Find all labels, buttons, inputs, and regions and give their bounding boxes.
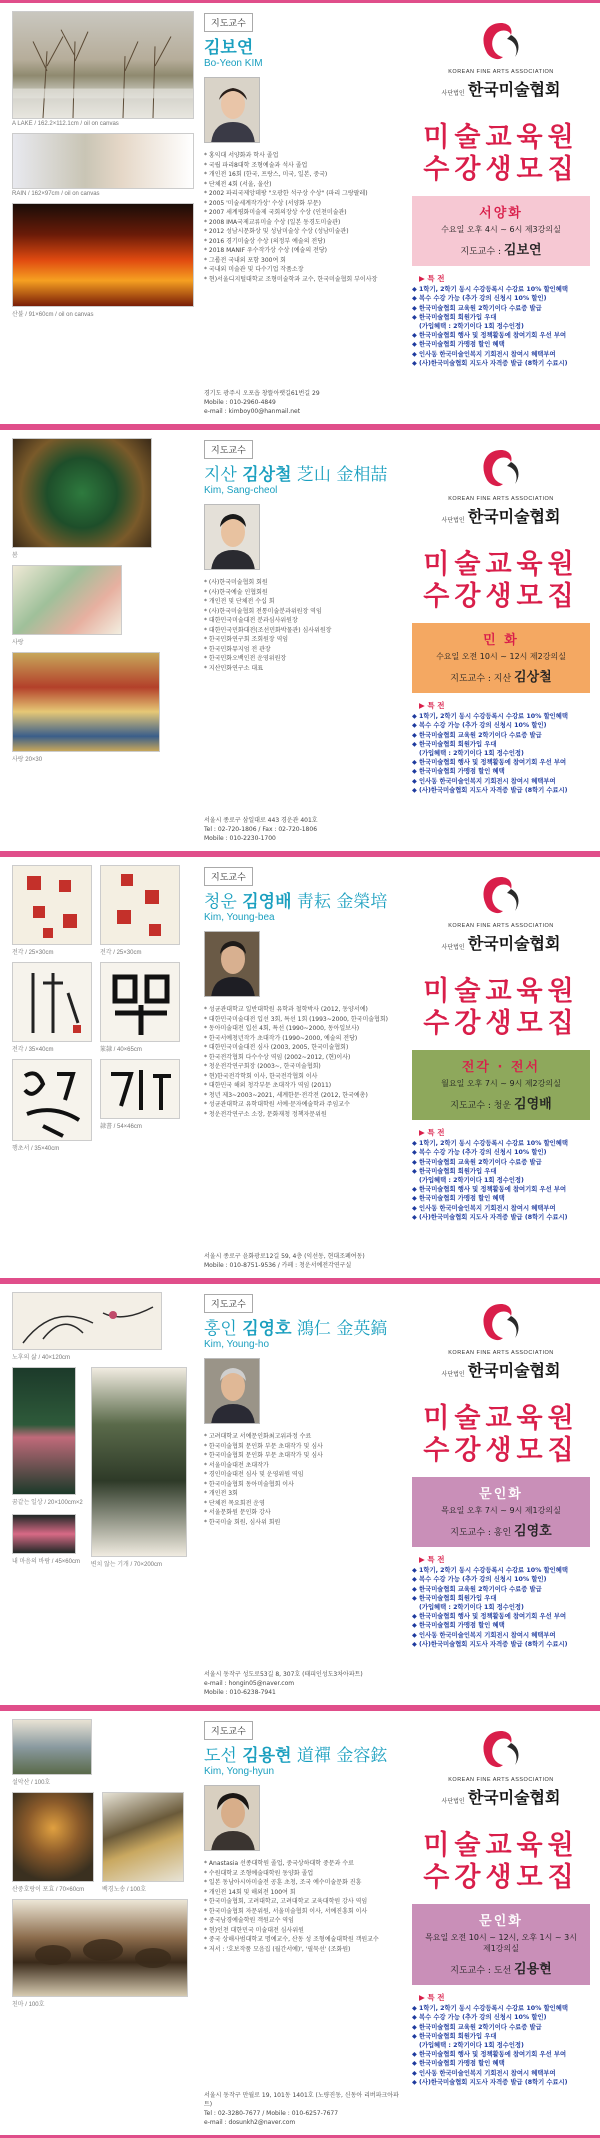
artwork-caption: A LAKE / 162.2×112.1cm / oil on canvas (12, 121, 119, 127)
bio-item: * 중국 상해사범대학교 명예교수, 산동 성 조형예술대학원 객원교수 (204, 1935, 402, 1945)
perk-item: ◆ 한국미술협회 교육원 2학기이다 수료증 발급 (412, 1158, 590, 1167)
artwork-1 (12, 865, 92, 956)
class-teacher: 지도교수 : 도선 김용현 (450, 1962, 552, 1977)
perk-item: ◆ 복수 수강 가능 (추가 강의 신청시 10% 할인) (412, 2013, 590, 2022)
bio-item: * 대한민국 해외 청각부문 초대작가 역임 (2011) (204, 1081, 402, 1091)
perk-item: ◆ 한국미술협회 행사 및 정책활동에 참여기회 우선 부여 (412, 1185, 590, 1194)
contact-line: Mobile : 010-8751-9536 / 카페 : 청운서예전각연구실 (204, 1262, 352, 1269)
perk-item: (가입혜택 : 2학기이다 1회 정수인정) (419, 750, 524, 758)
title-line-1: 미술교육원 (423, 549, 579, 580)
contact-line: 서울시 동작구 만월로 19, 101동 1401호 (노량진동, 신동아 리버파크아파트) (204, 2092, 399, 2108)
brush-logo-icon (477, 19, 525, 63)
artwork-2 (12, 565, 194, 646)
instructor-badge: 지도교수 (204, 867, 253, 886)
artwork-image (12, 1292, 162, 1350)
perk-item: (가입혜택 : 2학기이다 1회 정수인정) (419, 2042, 524, 2050)
artwork-caption: 산불 / 91×60cm / oil on canvas (12, 312, 94, 318)
instructor-badge: 지도교수 (204, 1294, 253, 1313)
artwork-caption: 설악산 / 100호 (12, 1780, 51, 1786)
bio-item: * 개인전 및 단체전 수십 회 (204, 597, 402, 607)
contact-line: 서울시 동작구 성도로53길 8, 307호 (태피인성도3차아파트) (204, 1671, 363, 1678)
bio-item: * 청운전각연구소 소장, 문화재청 정책자문위원 (204, 1110, 402, 1120)
artwork-caption: 전각 / 35×40cm (12, 1047, 54, 1053)
class-time: 수요일 오후 4시 ~ 6시 제3강의실 (441, 225, 561, 234)
perk-item: ◆ 한국미술협회 가맹점 할인 혜택 (412, 1621, 590, 1630)
bio-list (204, 1005, 402, 1119)
perk-item: ◆ 1학기, 2학기 동시 수강등록시 수강료 10% 할인혜택 (412, 2004, 590, 2013)
title-line-1: 미술교육원 (423, 1403, 579, 1434)
contact-line: 서울시 종로구 삼일대로 443 경운관 401호 (204, 817, 318, 824)
profile-column (200, 430, 408, 851)
perk-item: ◆ 한국미술협회 회원가입 우대 (412, 313, 590, 322)
artwork-column (0, 1284, 200, 1705)
perk-item: ◆ 인사동 한국미술인복지 기회전시 참여시 혜택부여 (412, 1204, 590, 1213)
class-name: 전각 · 전서 (461, 1060, 541, 1075)
bio-item: * 한국민화오백인전 운영위원장 (204, 654, 402, 664)
contact-line: e-mail : dosunkh2@naver.com (204, 2119, 296, 2126)
title-line-2: 수강생모집 (423, 1008, 579, 1039)
bio-item: * 경인미술대전 심사 및 운영위원 역임 (204, 1470, 402, 1480)
logo-en: KOREAN FINE ARTS ASSOCIATION (448, 1777, 554, 1783)
bio-item: * 성균관대학교 유학대학원 서예·문자예술학과 주임교수 (204, 1100, 402, 1110)
contact-line: e-mail : kimboy00@hanmail.net (204, 408, 301, 415)
logo-small: 사단법인 (441, 1798, 465, 1805)
perk-item: ◆ (사)한국미술협회 지도사 자격증 발급 (8학기 수료시) (412, 786, 590, 795)
profile-column (200, 857, 408, 1278)
instructor-card-3 (0, 854, 600, 1281)
artwork-image (12, 438, 152, 548)
artwork-caption: 행초서 / 35×40cm (12, 1146, 60, 1152)
bio-item: * 저서 : '호보작품 모음집 (월간서예)', '필묵선' (조화원) (204, 1945, 402, 1955)
bio-item: * 한국미술협회 동아미술협회 이사 (204, 1480, 402, 1490)
brush-logo-icon (477, 446, 525, 490)
bio-item: * 고려대학교 서예문인화최고위과정 수료 (204, 1432, 402, 1442)
artwork-image (12, 1367, 76, 1495)
bio-item: * 2016 경기미술상 수상 (의정부 예술의 전당) (204, 237, 402, 247)
instructor-card-1 (0, 0, 600, 427)
bio-item: * 지산민화연구소 대표 (204, 664, 402, 674)
bio-item: * 단체전 목요회전 운영 (204, 1499, 402, 1509)
perk-item: ◆ 한국미술협회 회원가입 우대 (412, 740, 590, 749)
bio-item: * 홍익대 서양화과 학사 졸업 (204, 151, 402, 161)
logo-ko: 한국미술협회 (467, 80, 561, 99)
artwork-1 (12, 1719, 194, 1786)
contact-line: Tel : 02-720-1806 / Fax : 02-720-1806 (204, 826, 318, 833)
perks-list (412, 1128, 590, 1222)
artwork-image (12, 11, 194, 119)
bio-item: * Anastasia 선종대학원 졸업, 중국상하대학 중문과 수료 (204, 1859, 402, 1869)
bio-item: * 2008 IMA국제교류미술 수상 (일본 동경도미술관) (204, 218, 402, 228)
artwork-caption: 전각 / 25×30cm (100, 950, 142, 956)
perk-item: ◆ (사)한국미술협회 지도사 자격증 발급 (8학기 수료시) (412, 2078, 590, 2087)
instructor-name-en: Kim, Sang-cheol (204, 485, 278, 496)
title-line-1: 미술교육원 (423, 976, 579, 1007)
artwork-caption: RAIN / 162×97cm / oil on canvas (12, 191, 100, 197)
perk-item: ◆ 인사동 한국미술인복지 기회전시 참여시 혜택부여 (412, 1631, 590, 1640)
bio-item: * 개인전 3회 (204, 1489, 402, 1499)
brush-logo-icon (477, 1300, 525, 1344)
recruit-column (408, 1284, 600, 1705)
class-time: 월요일 오후 7시 ~ 9시 제2강의실 (441, 1079, 561, 1088)
logo-ko: 한국미술협회 (467, 1361, 561, 1380)
class-box (412, 1477, 590, 1547)
profile-column (200, 3, 408, 424)
portrait-photo (204, 504, 260, 570)
bio-item: * 수원대학교 조형예술대학원 동양화 졸업 (204, 1869, 402, 1879)
perk-item: ◆ 한국미술협회 회원가입 우대 (412, 2032, 590, 2041)
class-room: 제1강의실 (482, 1944, 519, 1953)
artwork-4 (12, 1899, 194, 2008)
artwork-image (12, 652, 160, 752)
artwork-caption: 사랑 (12, 640, 24, 646)
bio-item: * 대한민국미술대전 심사 (2003, 2005, 한국미술협회) (204, 1043, 402, 1053)
logo-small: 사단법인 (441, 90, 465, 97)
instructor-badge: 지도교수 (204, 440, 253, 459)
artwork-image (12, 1792, 94, 1882)
title-line-1: 미술교육원 (423, 1830, 579, 1861)
perk-item: ◆ 복수 수강 가능 (추가 강의 신청시 10% 할인) (412, 294, 590, 303)
perk-item: ◆ (사)한국미술협회 지도사 자격증 발급 (8학기 수료시) (412, 1213, 590, 1222)
artwork-caption: 篆隸 / 40×65cm (100, 1047, 142, 1053)
artwork-1 (12, 438, 194, 559)
artwork-column (0, 3, 200, 424)
artwork-image (100, 865, 180, 945)
bio-item: * 현)인천 대한민국 미술대전 심사위원 (204, 1926, 402, 1936)
class-time: 목요일 오전 10시 ~ 12시, 오후 1시 ~ 3시 (425, 1933, 577, 1942)
perk-item: ◆ 한국미술협회 교육원 2학기이다 수료증 발급 (412, 2023, 590, 2032)
perk-item: ◆ 한국미술협회 행사 및 정책활동에 참여기회 우선 부여 (412, 2050, 590, 2059)
artwork-1 (12, 11, 194, 127)
bio-list (204, 151, 402, 284)
contact-line: Mobile : 010-2960-4849 (204, 399, 276, 406)
artwork-column (0, 430, 200, 851)
artwork-caption: 봄 (12, 553, 18, 559)
artwork-image (91, 1367, 187, 1557)
artwork-2 (12, 1792, 94, 1893)
title-line-2: 수강생모집 (423, 581, 579, 612)
logo-en: KOREAN FINE ARTS ASSOCIATION (448, 496, 554, 502)
bio-item: * 중국남경예술학원 객원교수 역임 (204, 1916, 402, 1926)
bio-item: * 대한민국미술대전 입선 3회, 특선 1회 (1993~2000, 한국미술협회) (204, 1015, 402, 1025)
class-box (412, 1904, 590, 1985)
class-time: 수요일 오전 10시 ~ 12시 제2강의실 (436, 652, 566, 661)
artwork-1 (12, 1292, 194, 1361)
logo-ko: 한국미술협회 (467, 934, 561, 953)
bio-item: * 성균관대학교 일반대학원 유학과 철학박사 (2012, 동양서예) (204, 1005, 402, 1015)
perks-header: ▶ 특 전 (419, 701, 445, 710)
artwork-image (100, 962, 180, 1042)
title-line-2: 수강생모집 (423, 1435, 579, 1466)
class-teacher: 지도교수 : 청운 김영배 (450, 1097, 552, 1112)
artwork-2 (12, 133, 194, 197)
bio-item: * 한국민화연구회 조회원장 역임 (204, 635, 402, 645)
recruit-column (408, 430, 600, 851)
perks-header: ▶ 특 전 (419, 274, 445, 283)
perk-item: (가입혜택 : 2학기이다 1회 정수인정) (419, 1604, 524, 1612)
artwork-4 (100, 962, 180, 1053)
perk-item: ◆ 한국미술협회 교육원 2학기이다 수료증 발급 (412, 304, 590, 313)
contact-info (204, 2091, 402, 2127)
artwork-caption: 사랑 20×30 (12, 757, 43, 763)
artwork-3 (102, 1792, 184, 1893)
logo-en: KOREAN FINE ARTS ASSOCIATION (448, 923, 554, 929)
bio-item: * 청년 제3~2003~2021, 세계한문·전각전 (2012, 한국예총) (204, 1091, 402, 1101)
artwork-image (12, 1059, 92, 1141)
bio-item: * 현)서울디지털대학교 조형미술학과 교수, 한국미술협회 부이사장 (204, 275, 402, 285)
class-time: 목요일 오후 7시 ~ 9시 제1강의실 (441, 1506, 561, 1515)
portrait-photo (204, 77, 260, 143)
perks-list (412, 1555, 590, 1649)
portrait-photo (204, 1785, 260, 1851)
bio-item: * 국내외 미술관 및 다수기업 작품소장 (204, 265, 402, 275)
perk-item: ◆ 복수 수강 가능 (추가 강의 신청시 10% 할인) (412, 721, 590, 730)
instructor-name: 김보연 (204, 38, 254, 58)
artwork-caption: 隷書 / 54×46cm (100, 1124, 142, 1130)
association-logo (442, 1300, 561, 1381)
association-logo (442, 446, 561, 527)
artwork-image (12, 203, 194, 307)
bio-item: * 대한민국미술대전 분과심사위원장 (204, 616, 402, 626)
bio-item: * 단체전 4회 (서울, 울산) (204, 180, 402, 190)
class-box (412, 1050, 590, 1120)
logo-en: KOREAN FINE ARTS ASSOCIATION (448, 1350, 554, 1356)
artwork-image (12, 133, 194, 189)
artwork-5 (12, 1059, 92, 1152)
instructor-name: 홍인 김영호 鴻仁 金英鎬 (204, 1319, 388, 1339)
bio-item: * 한국미술협회 자문위원, 서울미술협회 이사, 서예진흥회 이사 (204, 1907, 402, 1917)
instructor-card-5 (0, 1708, 600, 2138)
perk-item: (가입혜택 : 2학기이다 1회 정수인정) (419, 323, 524, 331)
instructor-card-4 (0, 1281, 600, 1708)
bio-item: * 청운전각연구회장 (2003~, 한국미술협회) (204, 1062, 402, 1072)
bio-item: * 2007 세계평화미술제 국회의장상 수상 (인천미술관) (204, 208, 402, 218)
artwork-caption: 꿈같는 일상 / 20×100cm×2 (12, 1500, 83, 1506)
bio-item: * 2018 MANIF 우수작가상 수상 (예술의 전당) (204, 246, 402, 256)
perk-item: ◆ 한국미술협회 교육원 2학기이다 수료증 발급 (412, 731, 590, 740)
artwork-3 (12, 652, 194, 763)
artwork-2 (100, 865, 180, 956)
contact-info (204, 816, 402, 843)
bio-item: * 2002 파리국제앙데팡 "오광한 석구상 수상" (파리 그랑팔레) (204, 189, 402, 199)
perk-item: ◆ 복수 수강 가능 (추가 강의 신청시 10% 할인) (412, 1575, 590, 1584)
class-box (412, 196, 590, 266)
bio-item: * 한국서예청년작가 초대작가 (1990~2000, 예술의 전당) (204, 1034, 402, 1044)
instructor-card-2 (0, 427, 600, 854)
portrait-photo (204, 1358, 260, 1424)
perk-item: ◆ 인사동 한국미술인복지 기회전시 참여시 혜택부여 (412, 350, 590, 359)
perk-item: ◆ 한국미술협회 가맹점 할인 혜택 (412, 767, 590, 776)
perks-header: ▶ 특 전 (419, 1128, 445, 1137)
artwork-column (0, 857, 200, 1278)
contact-line: Tel : 02-3280-7677 / Mobile : 010-6257-7677 (204, 2110, 339, 2117)
artwork-caption: 산중호랑이 포효 / 70×60cm (12, 1887, 85, 1893)
instructor-name: 도선 김용현 道禪 金容鉉 (204, 1746, 388, 1766)
artwork-caption: 친마 / 100호 (12, 2002, 45, 2008)
bio-item: * 한국미술협회, 고려대학교, 고려대학교 교육대학원 강사 역임 (204, 1897, 402, 1907)
bio-item: * 한국미술 회원, 심사위 회원 (204, 1518, 402, 1528)
perk-item: ◆ (사)한국미술협회 지도사 자격증 발급 (8학기 수료시) (412, 1640, 590, 1649)
title-line-1: 미술교육원 (423, 122, 579, 153)
contact-line: e-mail : hongin05@naver.com (204, 1680, 295, 1687)
recruit-column (408, 3, 600, 424)
class-name: 문인화 (479, 1914, 523, 1929)
artwork-image (12, 1899, 188, 1997)
contact-line: 서울시 종로구 윤화광로12길 59, 4층 (익선동, 현대조폐여동) (204, 1253, 365, 1260)
brush-logo-icon (477, 873, 525, 917)
bio-item: * 한국민화뮤지엄 전 관장 (204, 645, 402, 655)
class-name: 문인화 (479, 1487, 523, 1502)
contact-info (204, 1670, 402, 1697)
bio-item: * 개인전 16회 (한국, 프랑스, 미국, 일본, 중국) (204, 170, 402, 180)
artwork-image (12, 565, 122, 635)
artwork-image (12, 962, 92, 1042)
class-teacher: 지도교수 : 김보연 (460, 243, 542, 258)
artwork-image (12, 865, 92, 945)
instructor-name-en: Bo-Yeon KIM (204, 58, 263, 69)
artwork-caption: 내 마음의 바람 / 45×60cm (12, 1559, 80, 1565)
perk-item: ◆ 한국미술협회 회원가입 우대 (412, 1167, 590, 1176)
logo-small: 사단법인 (441, 944, 465, 951)
profile-column (200, 1284, 408, 1705)
perk-item: ◆ 1학기, 2학기 동시 수강등록시 수강료 10% 할인혜택 (412, 712, 590, 721)
brush-logo-icon (477, 1727, 525, 1771)
artwork-caption: 변치 않는 기개 / 70×200cm (90, 1562, 162, 1568)
artwork-6 (100, 1059, 180, 1152)
bio-item: * 현)한국전각학회 이사, 한국전각협회 이사 (204, 1072, 402, 1082)
perk-item: ◆ (사)한국미술협회 지도사 자격증 발급 (8학기 수료시) (412, 359, 590, 368)
logo-ko: 한국미술협회 (467, 1788, 561, 1807)
logo-ko: 한국미술협회 (467, 507, 561, 526)
instructor-name-en: Kim, Yong-hyun (204, 1766, 275, 1777)
bio-list (204, 578, 402, 673)
perk-item: (가입혜택 : 2학기이다 1회 정수인정) (419, 1177, 524, 1185)
perk-item: ◆ 한국미술협회 행사 및 정책활동에 참여기회 우선 부여 (412, 331, 590, 340)
bio-item: * 서울문화원 문인화 강사 (204, 1508, 402, 1518)
bio-item: * 서울미술대전 초대작가 (204, 1461, 402, 1471)
bio-item: * (사)한국미술협회 회원 (204, 578, 402, 588)
recruit-column (408, 1711, 600, 2135)
instructor-badge: 지도교수 (204, 13, 253, 32)
perks-list (412, 701, 590, 795)
perk-item: ◆ 한국미술협회 행사 및 정책활동에 참여기회 우선 부여 (412, 758, 590, 767)
artwork-image (102, 1792, 184, 1882)
bio-item: * 국립 파리8대학 조형예술과 석사 졸업 (204, 161, 402, 171)
perk-item: ◆ 인사동 한국미술인복지 기회전시 참여시 혜택부여 (412, 777, 590, 786)
perk-item: ◆ 한국미술협회 회원가입 우대 (412, 1594, 590, 1603)
artwork-column (0, 1711, 200, 2135)
portrait-photo (204, 931, 260, 997)
perk-item: ◆ 1학기, 2학기 동시 수강등록시 수강료 10% 할인혜택 (412, 285, 590, 294)
artwork-3 (12, 962, 92, 1053)
contact-line: Mobile : 010-6238-7941 (204, 1689, 276, 1696)
bio-item: * (사)한국예술 인협회원 (204, 588, 402, 598)
artwork-image (12, 1514, 76, 1554)
contact-line: Mobile : 010-2230-1700 (204, 835, 276, 842)
association-logo (442, 873, 561, 954)
logo-small: 사단법인 (441, 517, 465, 524)
artwork-caption: 전각 / 25×30cm (12, 950, 54, 956)
perk-item: ◆ 1학기, 2학기 동시 수강등록시 수강료 10% 할인혜택 (412, 1139, 590, 1148)
association-logo (442, 19, 561, 100)
class-box (412, 623, 590, 693)
bio-list (204, 1859, 402, 1954)
bio-item: * 2005 '미술세계작가상' 수상 (서양화 부문) (204, 199, 402, 209)
perk-item: ◆ 복수 수강 가능 (추가 강의 신청시 10% 할인) (412, 1148, 590, 1157)
bio-item: * (사)한국미술협회 전통미술분과위원장 역임 (204, 607, 402, 617)
bio-item: * 한국전각협회 다수수상 역임 (2002~2012, (현)이사) (204, 1053, 402, 1063)
class-name: 서양화 (479, 206, 523, 221)
perk-item: ◆ 한국미술협회 가맹점 할인 혜택 (412, 340, 590, 349)
association-logo (442, 1727, 561, 1808)
class-teacher: 지도교수 : 지산 김상철 (450, 670, 552, 685)
bio-item: * 일본 동남아시아미술전 공훈 초청, 조국 예수미술문화 진흥 (204, 1878, 402, 1888)
perk-item: ◆ 인사동 한국미술인복지 기회전시 참여시 혜택부여 (412, 2069, 590, 2078)
recruit-column (408, 857, 600, 1278)
logo-small: 사단법인 (441, 1371, 465, 1378)
instructor-name: 청운 김영배 靑耘 金榮培 (204, 892, 388, 912)
artwork-caption: 노후의 삶 / 40×120cm (12, 1355, 71, 1361)
artwork-caption: 백경노송 / 100호 (102, 1887, 146, 1893)
instructor-name-en: Kim, Young-ho (204, 1339, 270, 1350)
contact-line: 경기도 광주시 오포읍 창뜰아랫길61번길 29 (204, 390, 320, 397)
contact-info (204, 389, 402, 416)
bio-item: * 동아미술대전 입선 4회, 특선 (1990~2000, 동아일보사) (204, 1024, 402, 1034)
bio-item: * 한국미술협회 문인화 부문 초대작가 및 심사 (204, 1442, 402, 1452)
artwork-3 (12, 203, 194, 318)
title-line-2: 수강생모집 (423, 1862, 579, 1893)
instructor-badge: 지도교수 (204, 1721, 253, 1740)
contact-info (204, 1252, 402, 1270)
bio-list (204, 1432, 402, 1527)
title-line-2: 수강생모집 (423, 154, 579, 185)
bio-item: * 한국미술협회 문인화 부문 초대작가 및 심사 (204, 1451, 402, 1461)
perks-list (412, 1993, 590, 2087)
bio-item: * 개인전 14회 및 해외전 100여 회 (204, 1888, 402, 1898)
perk-item: ◆ 1학기, 2학기 동시 수강등록시 수강료 10% 할인혜택 (412, 1566, 590, 1575)
artwork-image (100, 1059, 180, 1119)
bio-item: * 2012 성남시문화상 및 성남미술상 수상 (성남미술관) (204, 227, 402, 237)
perk-item: ◆ 한국미술협회 교육원 2학기이다 수료증 발급 (412, 1585, 590, 1594)
perks-header: ▶ 특 전 (419, 1993, 445, 2002)
artwork-3 (91, 1367, 187, 1568)
perks-header: ▶ 특 전 (419, 1555, 445, 1564)
perk-item: ◆ 한국미술협회 가맹점 할인 혜택 (412, 2059, 590, 2068)
bio-item: * 대한민국민화대전(조선민화박물관) 심사위원장 (204, 626, 402, 636)
profile-column (200, 1711, 408, 2135)
perk-item: ◆ 한국미술협회 가맹점 할인 혜택 (412, 1194, 590, 1203)
perks-list (412, 274, 590, 368)
class-teacher: 지도교수 : 홍인 김영호 (450, 1524, 552, 1539)
instructor-name: 지산 김상철 芝山 金相喆 (204, 465, 388, 485)
instructor-name-en: Kim, Young-bea (204, 912, 275, 923)
bio-item: * 그룹전 국내외 포함 300여 회 (204, 256, 402, 266)
logo-en: KOREAN FINE ARTS ASSOCIATION (448, 69, 554, 75)
artwork-image (12, 1719, 92, 1775)
class-name: 민 화 (483, 633, 519, 648)
perk-item: ◆ 한국미술협회 행사 및 정책활동에 참여기회 우선 부여 (412, 1612, 590, 1621)
